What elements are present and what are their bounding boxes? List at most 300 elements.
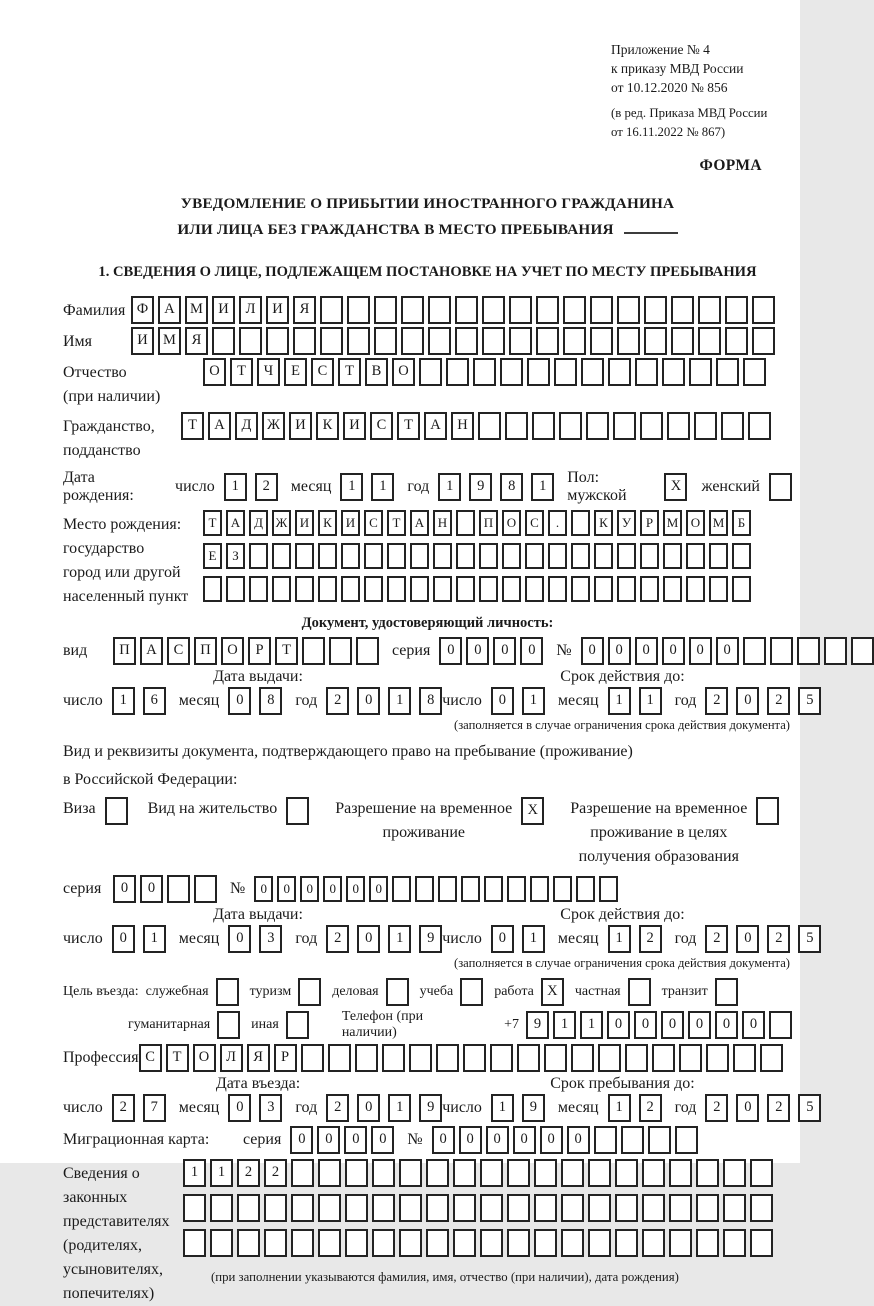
char-cell[interactable]: А (424, 412, 447, 440)
char-cell[interactable] (669, 1159, 692, 1187)
char-cell[interactable] (750, 1229, 773, 1257)
char-cell[interactable]: Е (284, 358, 307, 386)
char-cell[interactable] (482, 327, 505, 355)
char-cell[interactable]: 2 (705, 1094, 728, 1122)
char-cell[interactable] (770, 637, 793, 665)
char-cell[interactable] (455, 296, 478, 324)
char-cell[interactable] (553, 876, 572, 902)
char-cell[interactable]: 0 (736, 925, 759, 953)
char-cell[interactable] (532, 412, 555, 440)
char-cell[interactable] (460, 978, 483, 1006)
char-cell[interactable] (621, 1126, 644, 1154)
char-cell[interactable] (320, 296, 343, 324)
char-cell[interactable] (517, 1044, 540, 1072)
char-cell[interactable] (212, 327, 235, 355)
char-cell[interactable] (479, 543, 498, 569)
char-cell[interactable]: Р (640, 510, 659, 536)
char-cell[interactable]: С (370, 412, 393, 440)
char-cell[interactable] (409, 1044, 432, 1072)
char-cell[interactable]: С (311, 358, 334, 386)
char-cell[interactable]: 1 (210, 1159, 233, 1187)
char-cell[interactable]: 2 (326, 925, 349, 953)
char-cell[interactable] (345, 1229, 368, 1257)
char-cell[interactable]: 0 (736, 1094, 759, 1122)
char-cell[interactable]: 0 (608, 637, 631, 665)
char-cell[interactable] (706, 1044, 729, 1072)
char-cell[interactable]: Д (235, 412, 258, 440)
char-cell[interactable] (642, 1159, 665, 1187)
char-cell[interactable] (640, 412, 663, 440)
char-cell[interactable] (237, 1229, 260, 1257)
char-cell[interactable]: 5 (798, 925, 821, 953)
char-cell[interactable]: 2 (767, 687, 790, 715)
char-cell[interactable] (456, 576, 475, 602)
char-cell[interactable] (563, 327, 586, 355)
char-cell[interactable]: М (158, 327, 181, 355)
char-cell[interactable] (525, 543, 544, 569)
char-cell[interactable]: Б (732, 510, 751, 536)
char-cell[interactable] (345, 1159, 368, 1187)
char-cell[interactable] (694, 412, 717, 440)
char-cell[interactable]: 0 (661, 1011, 684, 1039)
purpose-business-checkbox[interactable] (386, 978, 409, 1006)
char-cell[interactable] (286, 797, 309, 825)
char-cell[interactable] (756, 797, 779, 825)
char-cell[interactable]: 0 (371, 1126, 394, 1154)
char-cell[interactable]: 1 (522, 687, 545, 715)
char-cell[interactable]: 0 (491, 687, 514, 715)
char-cell[interactable]: 2 (326, 687, 349, 715)
char-cell[interactable] (183, 1229, 206, 1257)
char-cell[interactable]: 1 (608, 925, 631, 953)
char-cell[interactable] (295, 576, 314, 602)
char-cell[interactable]: Р (248, 637, 271, 665)
char-cell[interactable]: 9 (419, 925, 442, 953)
char-cell[interactable]: 0 (635, 637, 658, 665)
char-cell[interactable]: 0 (439, 637, 462, 665)
char-cell[interactable]: 0 (344, 1126, 367, 1154)
char-cell[interactable] (286, 1011, 309, 1039)
char-cell[interactable] (679, 1044, 702, 1072)
char-cell[interactable] (183, 1194, 206, 1222)
char-cell[interactable]: 0 (228, 687, 251, 715)
char-cell[interactable] (561, 1194, 584, 1222)
char-cell[interactable] (355, 1044, 378, 1072)
char-cell[interactable]: 0 (634, 1011, 657, 1039)
char-cell[interactable]: 1 (639, 687, 662, 715)
char-cell[interactable] (167, 875, 190, 903)
char-cell[interactable] (588, 1229, 611, 1257)
char-cell[interactable] (635, 358, 658, 386)
char-cell[interactable] (590, 296, 613, 324)
char-cell[interactable]: Я (293, 296, 316, 324)
char-cell[interactable]: 0 (715, 1011, 738, 1039)
char-cell[interactable]: 0 (520, 637, 543, 665)
char-cell[interactable]: 3 (259, 1094, 282, 1122)
char-cell[interactable]: К (318, 510, 337, 536)
char-cell[interactable]: 8 (500, 473, 523, 501)
char-cell[interactable] (453, 1194, 476, 1222)
char-cell[interactable] (295, 543, 314, 569)
char-cell[interactable] (293, 327, 316, 355)
char-cell[interactable] (320, 327, 343, 355)
char-cell[interactable] (217, 1011, 240, 1039)
char-cell[interactable] (617, 296, 640, 324)
char-cell[interactable] (797, 637, 820, 665)
char-cell[interactable]: 1 (224, 473, 247, 501)
char-cell[interactable]: 0 (581, 637, 604, 665)
char-cell[interactable] (663, 543, 682, 569)
char-cell[interactable]: 6 (143, 687, 166, 715)
char-cell[interactable]: 0 (112, 925, 135, 953)
char-cell[interactable] (571, 576, 590, 602)
char-cell[interactable] (534, 1229, 557, 1257)
char-cell[interactable] (760, 1044, 783, 1072)
char-cell[interactable] (536, 327, 559, 355)
char-cell[interactable] (525, 576, 544, 602)
char-cell[interactable]: 8 (419, 687, 442, 715)
char-cell[interactable] (725, 327, 748, 355)
char-cell[interactable] (461, 876, 480, 902)
purpose-tourism-checkbox[interactable] (298, 978, 321, 1006)
char-cell[interactable] (686, 543, 705, 569)
char-cell[interactable]: 1 (580, 1011, 603, 1039)
char-cell[interactable] (563, 296, 586, 324)
char-cell[interactable] (669, 1229, 692, 1257)
char-cell[interactable] (507, 876, 526, 902)
char-cell[interactable] (374, 296, 397, 324)
char-cell[interactable] (696, 1159, 719, 1187)
char-cell[interactable] (480, 1159, 503, 1187)
char-cell[interactable]: С (167, 637, 190, 665)
char-cell[interactable]: А (208, 412, 231, 440)
char-cell[interactable] (473, 358, 496, 386)
char-cell[interactable] (617, 576, 636, 602)
char-cell[interactable]: 9 (522, 1094, 545, 1122)
char-cell[interactable] (640, 576, 659, 602)
char-cell[interactable] (426, 1229, 449, 1257)
char-cell[interactable] (752, 327, 775, 355)
char-cell[interactable] (456, 510, 475, 536)
purpose-work-checkbox[interactable] (541, 978, 564, 1006)
char-cell[interactable] (743, 358, 766, 386)
char-cell[interactable] (748, 412, 771, 440)
char-cell[interactable] (698, 296, 721, 324)
char-cell[interactable] (399, 1194, 422, 1222)
char-cell[interactable]: А (410, 510, 429, 536)
char-cell[interactable] (446, 358, 469, 386)
char-cell[interactable] (648, 1126, 671, 1154)
char-cell[interactable]: И (131, 327, 154, 355)
char-cell[interactable]: 0 (357, 687, 380, 715)
char-cell[interactable] (509, 296, 532, 324)
char-cell[interactable]: В (365, 358, 388, 386)
char-cell[interactable] (613, 412, 636, 440)
char-cell[interactable] (433, 576, 452, 602)
char-cell[interactable]: Д (249, 510, 268, 536)
char-cell[interactable] (216, 978, 239, 1006)
char-cell[interactable]: П (194, 637, 217, 665)
char-cell[interactable]: 1 (388, 687, 411, 715)
visa-checkbox[interactable] (105, 797, 128, 825)
char-cell[interactable]: С (364, 510, 383, 536)
char-cell[interactable] (105, 797, 128, 825)
char-cell[interactable]: 1 (112, 687, 135, 715)
char-cell[interactable] (590, 327, 613, 355)
char-cell[interactable]: О (686, 510, 705, 536)
char-cell[interactable]: 8 (259, 687, 282, 715)
char-cell[interactable]: А (226, 510, 245, 536)
char-cell[interactable] (347, 327, 370, 355)
char-cell[interactable]: 0 (113, 875, 136, 903)
char-cell[interactable] (318, 1194, 341, 1222)
char-cell[interactable] (291, 1159, 314, 1187)
char-cell[interactable] (438, 876, 457, 902)
char-cell[interactable]: Ж (262, 412, 285, 440)
char-cell[interactable] (302, 637, 325, 665)
char-cell[interactable] (534, 1159, 557, 1187)
sex-male-checkbox[interactable] (664, 473, 687, 501)
char-cell[interactable] (386, 978, 409, 1006)
char-cell[interactable] (507, 1194, 530, 1222)
char-cell[interactable] (374, 327, 397, 355)
char-cell[interactable]: 9 (469, 473, 492, 501)
char-cell[interactable]: К (316, 412, 339, 440)
char-cell[interactable] (689, 358, 712, 386)
char-cell[interactable]: 0 (567, 1126, 590, 1154)
char-cell[interactable]: 2 (112, 1094, 135, 1122)
char-cell[interactable] (505, 412, 528, 440)
char-cell[interactable]: 2 (326, 1094, 349, 1122)
char-cell[interactable]: 0 (346, 876, 365, 902)
char-cell[interactable] (662, 358, 685, 386)
char-cell[interactable] (426, 1159, 449, 1187)
char-cell[interactable] (401, 296, 424, 324)
char-cell[interactable] (478, 412, 501, 440)
char-cell[interactable]: Т (166, 1044, 189, 1072)
char-cell[interactable] (226, 576, 245, 602)
char-cell[interactable] (617, 327, 640, 355)
char-cell[interactable] (453, 1159, 476, 1187)
char-cell[interactable]: И (289, 412, 312, 440)
char-cell[interactable]: У (617, 510, 636, 536)
char-cell[interactable] (594, 1126, 617, 1154)
char-cell[interactable]: О (203, 358, 226, 386)
char-cell[interactable] (644, 327, 667, 355)
char-cell[interactable]: Т (397, 412, 420, 440)
char-cell[interactable]: 0 (491, 925, 514, 953)
char-cell[interactable] (588, 1194, 611, 1222)
char-cell[interactable] (628, 978, 651, 1006)
char-cell[interactable]: 0 (357, 925, 380, 953)
char-cell[interactable] (249, 543, 268, 569)
char-cell[interactable]: 0 (493, 637, 516, 665)
char-cell[interactable] (266, 327, 289, 355)
char-cell[interactable]: 2 (705, 687, 728, 715)
char-cell[interactable]: 1 (371, 473, 394, 501)
char-cell[interactable] (625, 1044, 648, 1072)
char-cell[interactable] (356, 637, 379, 665)
char-cell[interactable]: 0 (228, 1094, 251, 1122)
char-cell[interactable] (608, 358, 631, 386)
char-cell[interactable]: Н (433, 510, 452, 536)
char-cell[interactable] (571, 510, 590, 536)
char-cell[interactable] (341, 543, 360, 569)
char-cell[interactable] (527, 358, 550, 386)
char-cell[interactable] (239, 327, 262, 355)
char-cell[interactable] (507, 1229, 530, 1257)
char-cell[interactable] (732, 543, 751, 569)
char-cell[interactable]: 1 (388, 1094, 411, 1122)
char-cell[interactable]: 1 (608, 1094, 631, 1122)
char-cell[interactable] (851, 637, 874, 665)
char-cell[interactable]: 1 (491, 1094, 514, 1122)
char-cell[interactable]: А (158, 296, 181, 324)
char-cell[interactable]: 1 (388, 925, 411, 953)
char-cell[interactable] (732, 576, 751, 602)
char-cell[interactable]: 2 (767, 925, 790, 953)
char-cell[interactable]: И (295, 510, 314, 536)
char-cell[interactable] (698, 327, 721, 355)
char-cell[interactable]: 0 (688, 1011, 711, 1039)
char-cell[interactable] (249, 576, 268, 602)
char-cell[interactable]: Я (247, 1044, 270, 1072)
char-cell[interactable] (615, 1159, 638, 1187)
char-cell[interactable]: Н (451, 412, 474, 440)
char-cell[interactable] (237, 1194, 260, 1222)
char-cell[interactable] (463, 1044, 486, 1072)
purpose-official-checkbox[interactable] (216, 978, 239, 1006)
char-cell[interactable]: 2 (705, 925, 728, 953)
char-cell[interactable]: 2 (255, 473, 278, 501)
char-cell[interactable]: Т (387, 510, 406, 536)
char-cell[interactable] (507, 1159, 530, 1187)
char-cell[interactable] (743, 637, 766, 665)
purpose-humanitarian-checkbox[interactable] (217, 1011, 240, 1039)
char-cell[interactable]: 1 (143, 925, 166, 953)
char-cell[interactable] (667, 412, 690, 440)
char-cell[interactable] (264, 1194, 287, 1222)
char-cell[interactable]: О (392, 358, 415, 386)
char-cell[interactable] (642, 1194, 665, 1222)
char-cell[interactable] (347, 296, 370, 324)
char-cell[interactable] (364, 576, 383, 602)
char-cell[interactable] (598, 1044, 621, 1072)
char-cell[interactable]: 9 (526, 1011, 549, 1039)
char-cell[interactable] (576, 876, 595, 902)
char-cell[interactable] (318, 576, 337, 602)
char-cell[interactable] (502, 576, 521, 602)
char-cell[interactable] (291, 1229, 314, 1257)
char-cell[interactable] (484, 876, 503, 902)
char-cell[interactable] (453, 1229, 476, 1257)
char-cell[interactable]: И (341, 510, 360, 536)
char-cell[interactable] (671, 296, 694, 324)
char-cell[interactable] (675, 1126, 698, 1154)
char-cell[interactable] (750, 1159, 773, 1187)
char-cell[interactable] (769, 473, 792, 501)
char-cell[interactable] (733, 1044, 756, 1072)
char-cell[interactable] (364, 543, 383, 569)
char-cell[interactable] (456, 543, 475, 569)
char-cell[interactable]: 5 (798, 1094, 821, 1122)
temp-residence-checkbox[interactable] (521, 797, 544, 825)
char-cell[interactable] (594, 576, 613, 602)
char-cell[interactable] (644, 296, 667, 324)
char-cell[interactable]: Я (185, 327, 208, 355)
char-cell[interactable]: 1 (183, 1159, 206, 1187)
char-cell[interactable]: 9 (419, 1094, 442, 1122)
char-cell[interactable]: 1 (553, 1011, 576, 1039)
char-cell[interactable]: Ф (131, 296, 154, 324)
temp-residence-education-checkbox[interactable] (756, 797, 779, 825)
char-cell[interactable] (480, 1229, 503, 1257)
char-cell[interactable] (479, 576, 498, 602)
char-cell[interactable] (721, 412, 744, 440)
char-cell[interactable] (725, 296, 748, 324)
char-cell[interactable] (723, 1159, 746, 1187)
char-cell[interactable]: 1 (531, 473, 554, 501)
char-cell[interactable]: 0 (357, 1094, 380, 1122)
char-cell[interactable] (509, 327, 532, 355)
char-cell[interactable] (723, 1194, 746, 1222)
char-cell[interactable] (399, 1229, 422, 1257)
char-cell[interactable] (571, 1044, 594, 1072)
char-cell[interactable]: П (113, 637, 136, 665)
char-cell[interactable]: 0 (540, 1126, 563, 1154)
char-cell[interactable]: X (664, 473, 687, 501)
char-cell[interactable] (716, 358, 739, 386)
char-cell[interactable] (433, 543, 452, 569)
char-cell[interactable] (594, 543, 613, 569)
char-cell[interactable] (671, 327, 694, 355)
char-cell[interactable]: М (663, 510, 682, 536)
char-cell[interactable] (387, 576, 406, 602)
char-cell[interactable] (599, 876, 618, 902)
char-cell[interactable]: К (594, 510, 613, 536)
char-cell[interactable] (318, 1159, 341, 1187)
char-cell[interactable] (581, 358, 604, 386)
char-cell[interactable]: 0 (716, 637, 739, 665)
char-cell[interactable]: 0 (254, 876, 273, 902)
char-cell[interactable] (536, 296, 559, 324)
char-cell[interactable]: 0 (459, 1126, 482, 1154)
char-cell[interactable] (194, 875, 217, 903)
char-cell[interactable] (588, 1159, 611, 1187)
char-cell[interactable]: 2 (639, 1094, 662, 1122)
char-cell[interactable] (436, 1044, 459, 1072)
char-cell[interactable]: М (185, 296, 208, 324)
char-cell[interactable]: Т (275, 637, 298, 665)
sex-female-checkbox[interactable] (769, 473, 792, 501)
char-cell[interactable] (686, 576, 705, 602)
char-cell[interactable]: 5 (798, 687, 821, 715)
char-cell[interactable]: 0 (432, 1126, 455, 1154)
char-cell[interactable] (392, 876, 411, 902)
char-cell[interactable] (341, 576, 360, 602)
char-cell[interactable] (410, 543, 429, 569)
char-cell[interactable] (617, 543, 636, 569)
char-cell[interactable] (318, 543, 337, 569)
char-cell[interactable] (548, 576, 567, 602)
char-cell[interactable]: П (479, 510, 498, 536)
char-cell[interactable] (482, 296, 505, 324)
char-cell[interactable]: С (525, 510, 544, 536)
char-cell[interactable]: 2 (767, 1094, 790, 1122)
char-cell[interactable] (615, 1194, 638, 1222)
char-cell[interactable]: О (502, 510, 521, 536)
char-cell[interactable]: Ч (257, 358, 280, 386)
